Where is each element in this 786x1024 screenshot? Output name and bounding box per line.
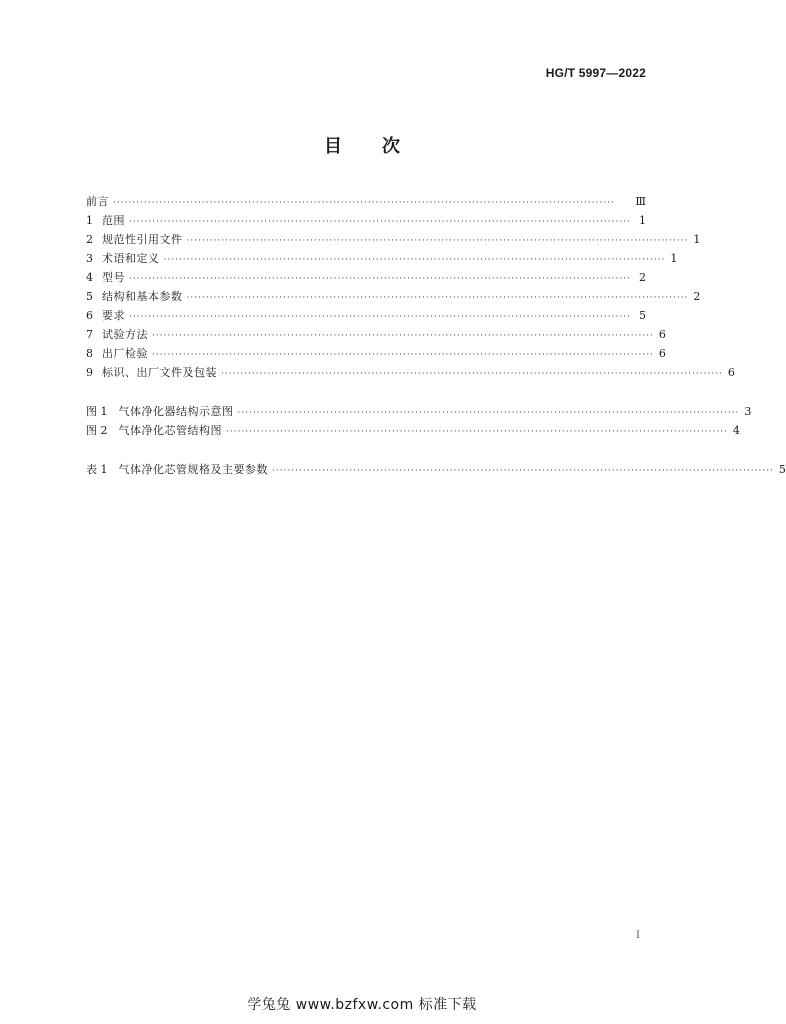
toc-leader: ·································································································································· — [272, 466, 774, 476]
figure-item-label: 气体净化芯管结构图 — [118, 424, 222, 437]
toc-item-page: 6 — [658, 347, 666, 360]
toc-item-page: 2 — [693, 290, 701, 303]
table-item-label: 气体净化芯管规格及主要参数 — [118, 463, 268, 476]
toc-leader: ·································································································································· — [186, 293, 689, 303]
page-number: Ⅰ — [636, 930, 640, 941]
toc-item[interactable] — [86, 192, 646, 211]
toc-item-number: 4 — [86, 271, 93, 284]
figure-item-label: 气体净化器结构示意图 — [118, 405, 234, 418]
toc-item-number: 9 — [86, 366, 93, 379]
figure-item-page: 3 — [744, 405, 752, 418]
toc-item-page: Ⅲ — [635, 195, 646, 208]
figure-list — [86, 402, 752, 440]
figure-item[interactable] — [86, 402, 752, 421]
toc-item-label: 前言 — [86, 195, 109, 208]
toc-item-label: 术语和定义 — [102, 252, 160, 265]
toc-list — [86, 192, 735, 382]
toc-leader: ·································································································································· — [129, 274, 631, 284]
toc-item-label: 范围 — [102, 214, 125, 227]
toc-leader: ·································································································································· — [186, 236, 689, 246]
toc-item-number: 8 — [86, 347, 93, 360]
toc-item-page: 1 — [693, 233, 701, 246]
toc-item[interactable] — [86, 249, 678, 268]
toc-leader: ·································································································································· — [226, 427, 728, 437]
toc-leader: ·································································································································· — [237, 408, 740, 418]
figure-item[interactable] — [86, 421, 740, 440]
toc-item-page: 6 — [658, 328, 666, 341]
toc-item-label: 型号 — [102, 271, 125, 284]
figure-item-prefix: 图 2 — [86, 424, 108, 437]
toc-leader: ·································································································································· — [129, 312, 631, 322]
toc-leader: ·································································································································· — [221, 369, 723, 379]
toc-item-number: 6 — [86, 309, 93, 322]
toc-item-number: 3 — [86, 252, 93, 265]
toc-item[interactable] — [86, 325, 666, 344]
toc-item[interactable] — [86, 306, 646, 325]
toc-item-label: 出厂检验 — [102, 347, 148, 360]
table-item-page: 5 — [778, 463, 786, 476]
title-char-1: 目 — [324, 136, 342, 157]
toc-item-label: 规范性引用文件 — [102, 233, 183, 246]
figure-item-prefix: 图 1 — [86, 405, 108, 418]
toc-item-number: 2 — [86, 233, 93, 246]
toc-leader: ·································································································································· — [129, 217, 631, 227]
toc-item-page: 2 — [639, 271, 646, 284]
toc-item-page: 5 — [639, 309, 646, 322]
toc-leader: ·································································································································· — [113, 198, 615, 208]
table-item-prefix: 表 1 — [86, 463, 108, 476]
standard-number: HG/T 5997—2022 — [545, 66, 646, 80]
table-list — [86, 460, 786, 479]
toc-item[interactable] — [86, 344, 666, 363]
footer-watermark: 学兔兔 www.bzfxw.com 标准下载 — [247, 997, 477, 1013]
toc-item-label: 结构和基本参数 — [102, 290, 183, 303]
toc-leader: ·································································································································· — [163, 255, 666, 265]
toc-item[interactable] — [86, 287, 701, 306]
figure-item-page: 4 — [732, 424, 740, 437]
toc-item-page: 1 — [639, 214, 646, 227]
toc-item[interactable] — [86, 268, 646, 287]
toc-item-page: 1 — [670, 252, 678, 265]
toc-item-label: 标识、出厂文件及包装 — [102, 366, 217, 379]
toc-item-label: 试验方法 — [102, 328, 148, 341]
toc-leader: ·································································································································· — [152, 350, 654, 360]
toc-item[interactable] — [86, 363, 735, 382]
toc-item[interactable] — [86, 211, 646, 230]
toc-item-number: 7 — [86, 328, 93, 341]
title-char-2: 次 — [382, 136, 400, 157]
toc-leader: ·································································································································· — [152, 331, 654, 341]
toc-item-number: 5 — [86, 290, 93, 303]
toc-item-number: 1 — [86, 214, 93, 227]
table-item[interactable] — [86, 460, 786, 479]
toc-item-page: 6 — [727, 366, 735, 379]
page-title — [0, 132, 724, 158]
toc-item[interactable] — [86, 230, 701, 249]
toc-item-label: 要求 — [102, 309, 125, 322]
